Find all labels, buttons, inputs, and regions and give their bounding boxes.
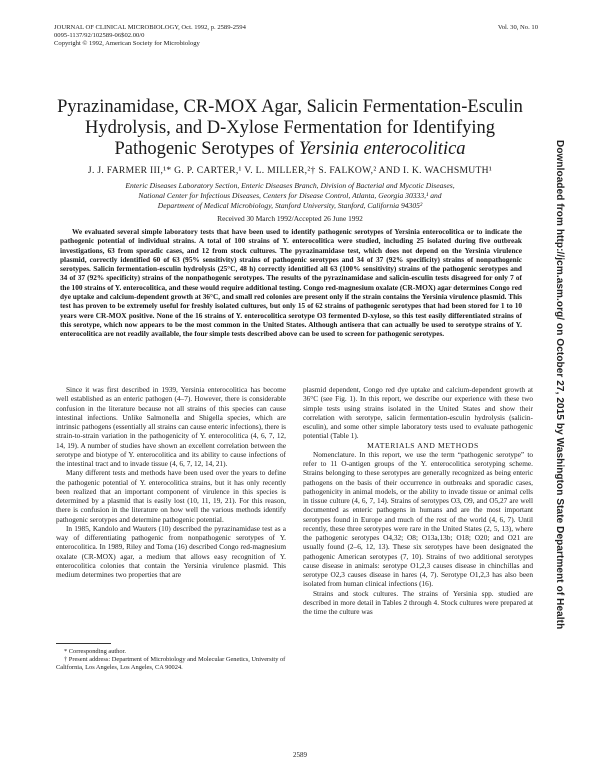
footnote-present-address: † Present address: Department of Microbiology and Molecular Genetics, University of California, Los Angeles, Los Angeles, CA 90024. (56, 656, 286, 671)
title-line-3-text: Pathogenic Serotypes of (114, 139, 299, 159)
author-list: J. J. FARMER III,¹* G. P. CARTER,¹ V. L. MILLER,²† S. FALKOW,² AND I. K. WACHSMUTH¹ (87, 165, 493, 176)
left-column (56, 385, 286, 579)
footnote-divider (56, 643, 111, 644)
title-line-3 (40, 139, 540, 160)
body-paragraph: plasmid dependent, Congo red dye uptake and calcium-dependent growth at 36°C (see Fig. 1). In this report, we describe our experience with these two simple tests using strains isolated in the United States and show their correlation with serotype, salicin fermentation-esculin hydrolysis (salicin-esculin), and some other simple laboratory tests used to evaluate pathogenic potential (Table 1). (303, 385, 533, 441)
received-dates: Received 30 March 1992/Accepted 26 June 1992 (217, 214, 363, 223)
abstract: We evaluated several simple laboratory tests that have been used to identify pathogenic serotypes of Yersinia enterocolitica or to indicate the pathogenic potential of individual strains. A total of 100 strains of Y. enterocolitica were studied, including 25 isolated during five outbreak investigations, 63 from sporadic cases, and 12 from stock cultures. The pyrazinamidase test, which does not depend on the Yersinia virulence plasmid, correctly identified 60 of 63 (95% sensitivity) strains of pathogenic serotypes and 34 of 37 (92% specificity) strains of nonpathogenic serotypes. Salicin fermentation-esculin hydrolysis (25°C, 48 h) correctly identified all 63 (100% sensitivity) strains of the pathogenic serotypes and 34 of 37 (92% specificity) strains of the nonpathogenic serotypes. The results of the pyrazinamidase and salicin-esculin tests disagreed for only 7 of the 100 strains of Y. enterocolitica, and these would require additional testing. Congo red-magnesium oxalate (CR-MOX) agar determines Congo red dye uptake and calcium-dependent growth at 36°C, and small red colonies are present only if the strain contains the Yersinia virulence plasmid. This test has proven to be extremely useful for freshly isolated cultures, but only 15 of 62 strains of pathogenic serotypes that had been stored for 1 to 10 years were CR-MOX positive. None of the 16 strains of Y. enterocolitica serotype O3 fermented D-xylose, so this test easily differentiated strains of this serotype, which now appears to be the most common in the United States. Although antisera that can actually be used to serotype strains of Y. enterocolitica are not readily available, the four simple tests described above can be used to screen for pathogenic serotypes. (60, 227, 522, 339)
journal-header (54, 24, 246, 49)
article-title (40, 97, 540, 160)
body-paragraph: Nomenclature. In this report, we use the term “pathogenic serotype” to refer to 11 O-antigen groups of the Y. enterocolitica serotyping scheme. Strains belonging to these serotypes are generally recognized as being enteric pathogens on the basis of their occurrence in outbreaks and sporadic cases, pathogenicity in animal models, or the ability to invade tissue or animal cells in tissue culture (4, 6, 7, 14). Strains of serotypes O3, O9, and O5,27 are well documented as enteric pathogens in humans and are the most important serotypes found in Europe and much of the rest of the world (4, 6, 7). Until recently, these three serotypes were rare in the United States (2, 5, 13), where the pathogenic serotypes O4,32; O8; O13a,13b; O18; O20; and O21 are usually found (2–6, 12, 13). These six serotypes have been designated the pathogenic American serotypes (7, 10). Strains of two additional serotypes cause disease in animals: serotype O1,2,3 causes disease in chinchillas and serotype O2,3 causes disease in hares (4, 7). Serotype O1,2,3 has also been isolated from human clinical infections (16). (303, 449, 533, 589)
footnote-corresponding: * Corresponding author. (64, 648, 126, 655)
affiliation-line-1: Enteric Diseases Laboratory Section, Enteric Diseases Branch, Division of Bacterial and Mycotic Diseases, (125, 181, 455, 190)
download-watermark: Downloaded from http://jcm.asm.org/ on October 27, 2015 by Washington State Department of Health (554, 140, 565, 630)
title-line-2: Hydrolysis, and D-Xylose Fermentation for Identifying (84, 118, 495, 138)
volume-info: Vol. 30, No. 10 (497, 24, 538, 31)
affiliation-line-2: National Center for Infectious Diseases, Centers for Disease Control, Atlanta, Georgia 30333,¹ and (138, 191, 442, 200)
body-paragraph: Strains and stock cultures. The strains of Yersinia spp. studied are described in more detail in Tables 2 through 4. Stock cultures were prepared at the time the culture was (303, 588, 533, 616)
journal-line-2: 0095-1137/92/102589-06$02.00/0 (54, 32, 145, 40)
page-number: 2589 (293, 751, 307, 759)
journal-line-3: Copyright © 1992, American Society for Microbiology (54, 40, 200, 48)
body-paragraph: Many different tests and methods have been used over the years to define the pathogenic potential of Y. enterocolitica strains, but it has only recently been realized that an important component of virulence in this species is determined by a plasmid that is easily lost (10, 11, 19, 21). For this reason, there is confusion in the literature on how well the various methods identify pathogenic serotypes and determine pathogenic potential. (56, 468, 286, 524)
body-paragraph: In 1985, Kandolo and Wauters (10) described the pyrazinamidase test as a way of differentiating pathogenic from nonpathogenic serotypes of Y. enterocolitica. In 1989, Riley and Toma (16) described Congo red-magnesium oxalate (CR-MOX) agar, a medium that allows easy recognition of Y. enterocolitica colonies that contain the Yersinia virulence plasmid. This medium determines two properties that are (56, 523, 286, 579)
section-heading: MATERIALS AND METHODS (367, 440, 479, 450)
affiliation-line-3: Department of Medical Microbiology, Stanford University, Stanford, California 94305² (157, 201, 423, 210)
affiliations (60, 181, 520, 211)
footnotes (56, 648, 286, 672)
journal-line-1: JOURNAL OF CLINICAL MICROBIOLOGY, Oct. 1992, p. 2589-2594 (54, 24, 246, 31)
title-line-1: Pyrazinamidase, CR-MOX Agar, Salicin Fermentation-Esculin (57, 97, 523, 117)
body-paragraph: Since it was first described in 1939, Yersinia enterocolitica has become well established as an enteric pathogen (4–7). However, there is considerable confusion in the literature because not all strains of this species can cause intestinal infections. Unlike Salmonella and Shigella species, which are intrinsic pathogens (essentially all strains can cause enteric infections), there is strain-to-strain variation in the pathogenicity of Y. enterocolitica (4, 6, 7, 12, 14, 19). A number of studies have shown an excellent correlation between the serotype and biotype of Y. enterocolitica and its ability to cause infections of the intestinal tract and to invade tissue (4, 6, 7, 12, 14, 21). (56, 385, 286, 468)
title-species-name: Yersinia enterocolitica (298, 139, 466, 159)
right-column (303, 385, 533, 616)
